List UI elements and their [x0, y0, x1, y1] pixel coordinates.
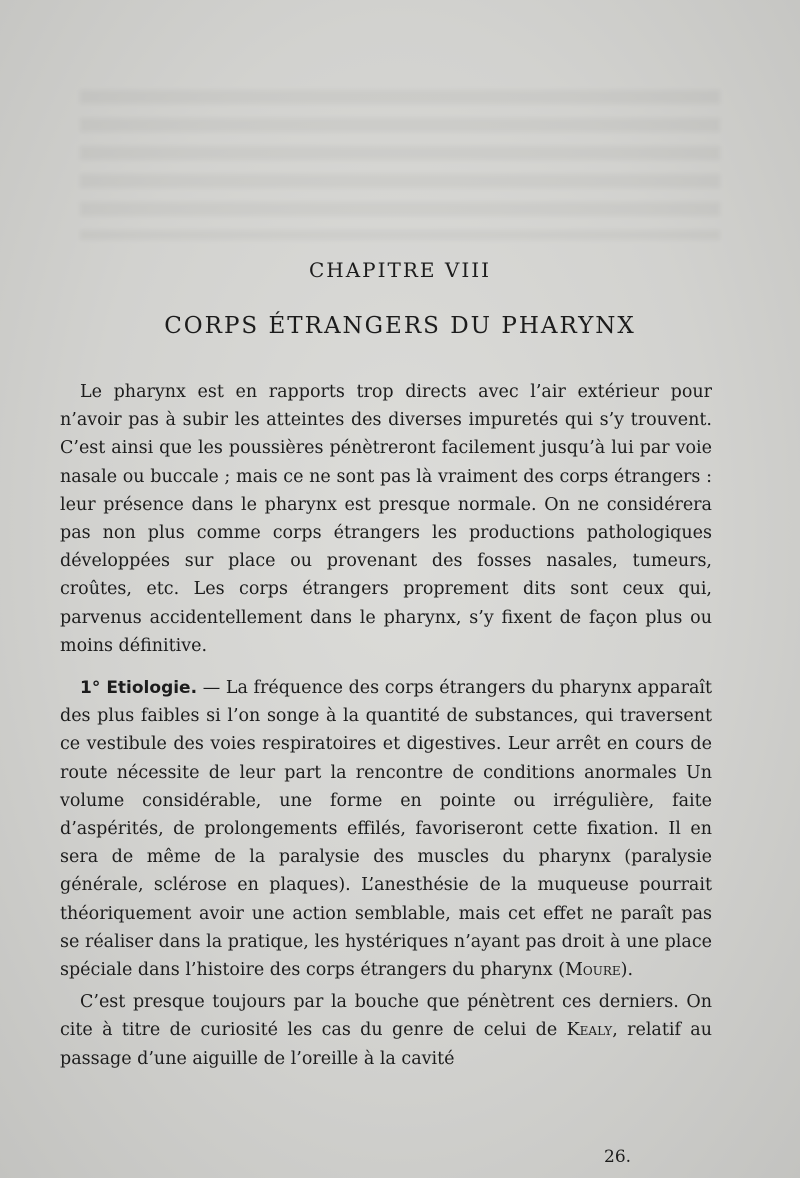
citation-kealy: Kealy — [566, 1020, 613, 1041]
bleed-through-shadow — [80, 90, 720, 240]
etiology-paragraph — [60, 674, 712, 984]
etiology-text: — La fréquence des corps étrangers du pharynx apparaît des plus faibles si l’on songe à la quantité de substances, qui traversent ce vestibule des voies respiratoires et digestives. Leur arrêt en cours de route nécessite de leur part la rencontre de conditions anormales Un volume considérable, une forme en pointe ou irrégulière, faite d’aspérités, de prolongements effilés, favoriseront cette fixation. Il en sera de même de la paralysie des muscles du pharynx (paralysie générale, sclérose en plaques). L’anesthésie de la muqueuse pourrait théoriquement avoir une action semblable, mais cet effet ne paraît pas se réaliser dans la pratique, les hystériques n’ayant pas droit à une place spéciale dans l’histoire des corps étrangers du pharynx ( — [60, 678, 713, 981]
etiology-text-end: ). — [620, 960, 634, 981]
page-number: 26. — [604, 1147, 632, 1167]
last-paragraph-text: C’est presque toujours par la bouche que pénètrent ces derniers. On cite à titre de curiosité les cas du genre de celui de — [60, 992, 712, 1041]
citation-moure: Moure — [565, 960, 621, 981]
section-heading: 1° Etiologie. — [80, 678, 198, 699]
body-text — [60, 378, 712, 1073]
chapter-title: CORPS ÉTRANGERS DU PHARYNX — [164, 313, 636, 339]
chapter-number: CHAPITRE VIII — [308, 258, 492, 282]
last-paragraph-text-end: , relatif au passage d’une aiguille de l’oreille à la cavité — [60, 1020, 712, 1069]
last-paragraph — [60, 988, 712, 1073]
intro-paragraph: Le pharynx est en rapports trop directs avec l’air extérieur pour n’avoir pas à subir les atteintes des diverses impuretés qui s’y trouvent. C’est ainsi que les poussières pénètreront facilement jusqu’à lui par voie nasale ou buccale ; mais ce ne sont pas là vraiment des corps étrangers : leur présence dans le pharynx est presque normale. On ne considérera pas non plus comme corps étrangers les productions pathologiques développées sur place ou provenant des fosses nasales, tumeurs, croûtes, etc. Les corps étrangers proprement dits sont ceux qui, parvenus accidentellement dans le pharynx, s’y fixent de façon plus ou moins définitive. — [60, 382, 712, 656]
